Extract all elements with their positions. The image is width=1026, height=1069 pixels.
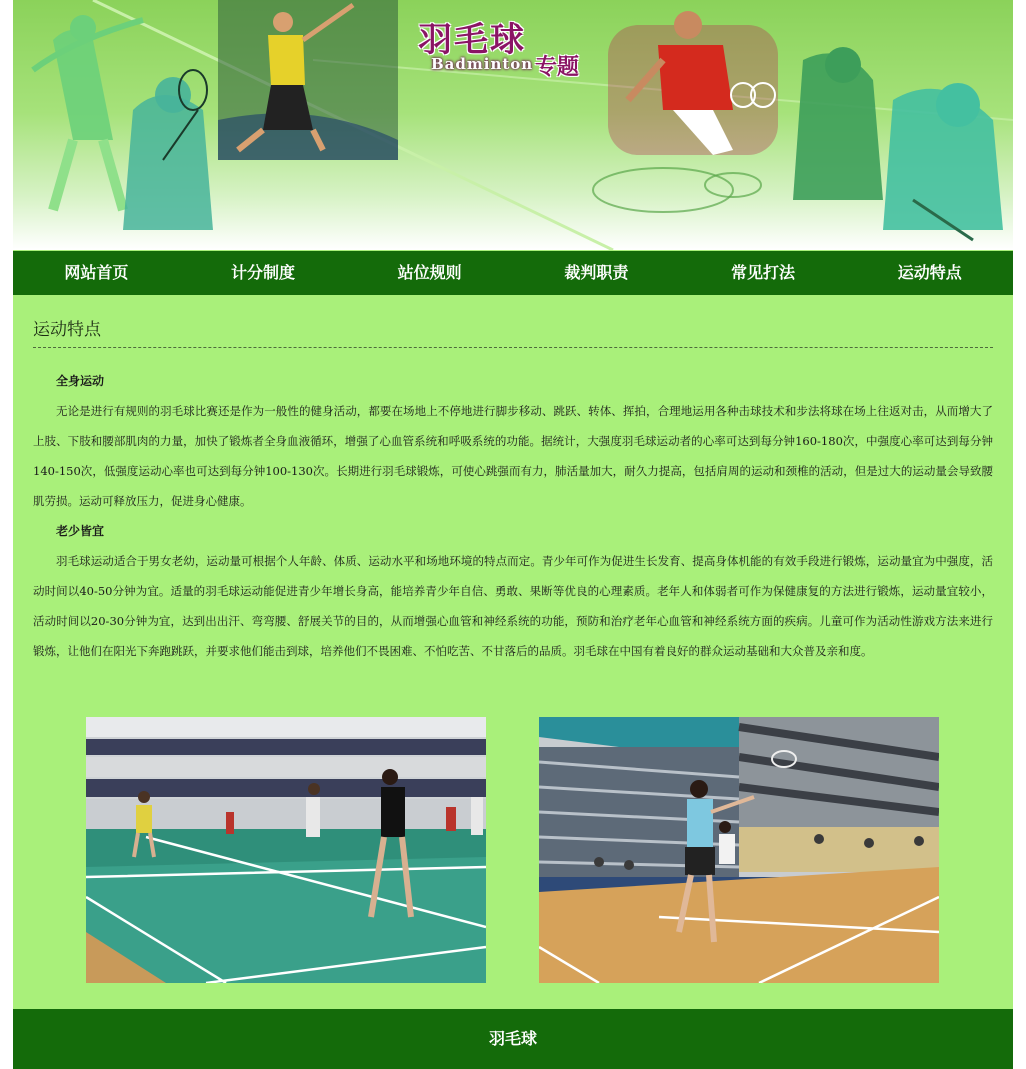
article-heading: 老少皆宜 [56, 524, 105, 538]
section-title: 运动特点 [33, 317, 993, 348]
nav-item-scoring[interactable]: 计分制度 [231, 263, 296, 282]
header-banner [13, 0, 1013, 250]
page [13, 0, 1013, 1069]
nav-item-home[interactable]: 网站首页 [64, 263, 129, 282]
nav-item-umpire[interactable]: 裁判职责 [564, 263, 629, 282]
article [33, 366, 993, 666]
article-heading: 全身运动 [56, 374, 105, 388]
photo-gallery [13, 717, 1013, 983]
banner-title: 羽毛球 [418, 20, 526, 60]
article-paragraph: 无论是进行有规则的羽毛球比赛还是作为一般性的健身活动，都要在场地上不停地进行脚步移动、跳跃、转体、挥拍，合理地运用各种击球技术和步法将球在场上往返对击，从而增大了上肢、下肢和腰部肌肉的力量，加快了锻炼者全身血液循环，增强了心血管系统和呼吸系统的功能。据统计，大强度羽毛球运动者的心率可达到每分钟160-180次，中强度心率可达到每分钟140-150次，低强度运动心率也可达到每分钟100-130次。长期进行羽毛球锻炼，可使心跳强而有力，肺活量加大，耐久力提高，包括肩周的运动和颈椎的活动，但是过大的运动量会导致腰肌劳损。运动可释放压力，促进身心健康。 [33, 404, 993, 508]
footer: 羽毛球 [13, 1009, 1013, 1069]
court-photo-green [86, 717, 486, 983]
nav-item-positioning[interactable]: 站位规则 [397, 263, 462, 282]
main-content [33, 295, 993, 666]
banner-subtitle: Badminton [431, 55, 534, 73]
nav-item-features[interactable]: 运动特点 [897, 263, 962, 282]
court-photo-wood [539, 717, 939, 983]
article-paragraph: 羽毛球运动适合于男女老幼，运动量可根据个人年龄、体质、运动水平和场地环境的特点而定。青少年可作为促进生长发育、提高身体机能的有效手段进行锻炼，运动量宜为中强度，活动时间以40-50分钟为宜。适量的羽毛球运动能促进青少年增长身高，能培养青少年自信、勇敢、果断等优良的心理素质。老年人和体弱者可作为保健康复的方法进行锻炼，运动量宜较小，活动时间以20-30分钟为宜，达到出出汗、弯弯腰、舒展关节的目的，从而增强心血管和神经系统的功能，预防和治疗老年心血管和神经系统方面的疾病。儿童可作为活动性游戏方法来进行锻炼，让他们在阳光下奔跑跳跃，并要求他们能击到球，培养他们不畏困难、不怕吃苦、不甘落后的品质。羽毛球在中国有着良好的群众运动基础和大众普及亲和度。 [33, 554, 993, 658]
main-nav [13, 251, 1013, 295]
banner-special: 专题 [535, 54, 580, 80]
nav-item-techniques[interactable]: 常见打法 [731, 263, 796, 282]
